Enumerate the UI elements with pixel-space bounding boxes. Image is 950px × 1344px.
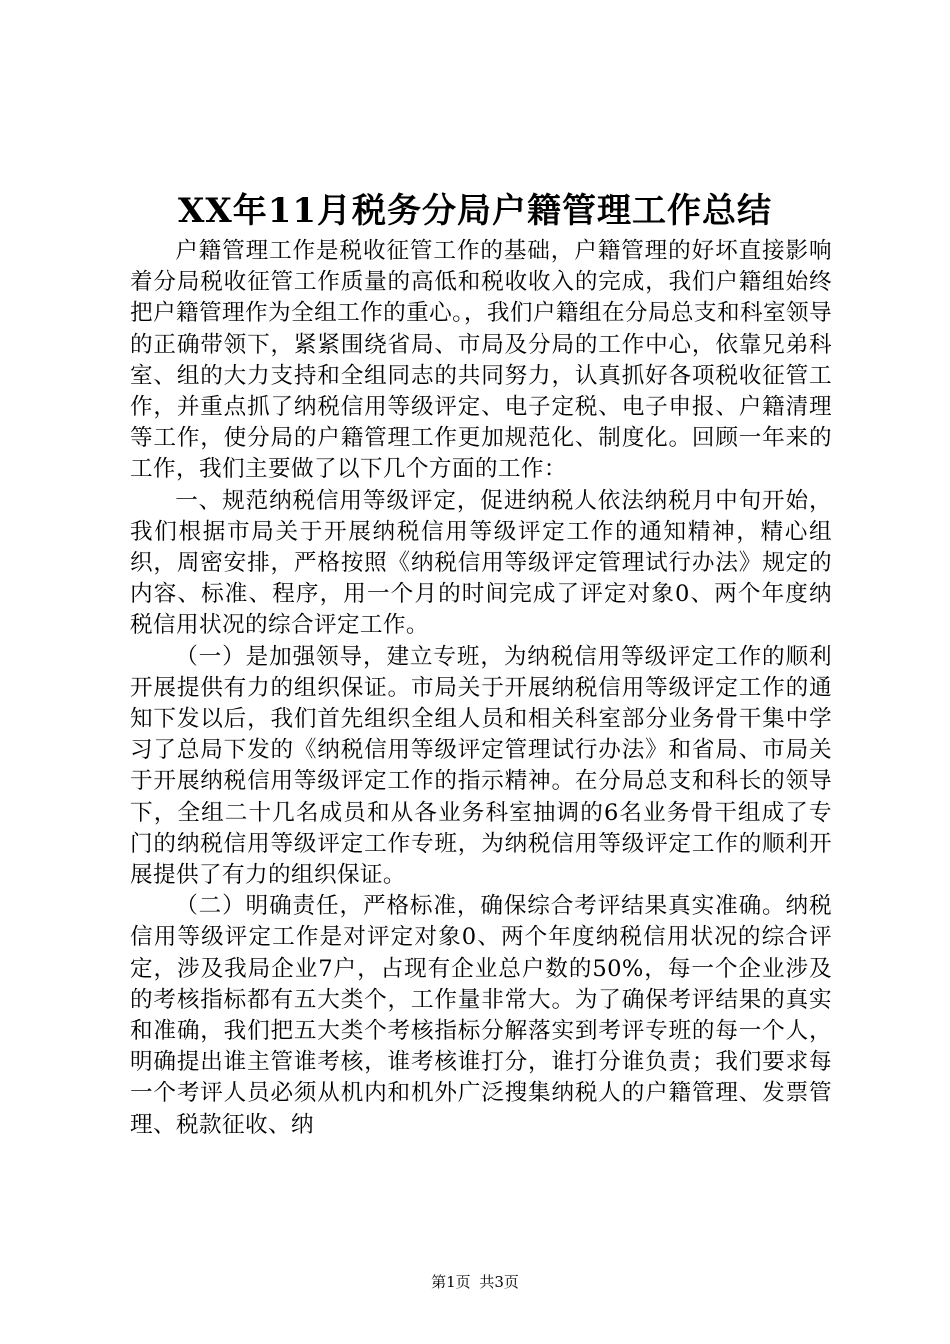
paragraph-section-1: 一、规范纳税信用等级评定，促进纳税人依法纳税月中旬开始，我们根据市局关于开展纳税信用等级评定工作的通知精神，精心组织，周密安排，严格按照《纳税信用等级评定管理试行办法》规定的内容、标准、程序，用一个月的时间完成了评定对象0、两个年度纳税信用状况的综合评定工作。 (130, 487, 832, 639)
page-footer (0, 1272, 950, 1292)
paragraph-subsection-1: （一）是加强领导，建立专班，为纳税信用等级评定工作的顺利开展提供有力的组织保证。市局关于开展纳税信用等级评定工作的通知下发以后，我们首先组织全组人员和相关科室部分业务骨干集中学习了总局下发的《纳税信用等级评定管理试行办法》和省局、市局关于开展纳税信用等级评定工作的指示精神。在分局总支和科长的领导下，全组二十几名成员和从各业务科室抽调的6名业务骨干组成了专门的纳税信用等级评定工作专班，为纳税信用等级评定工作的顺利开展提供了有力的组织保证。 (130, 643, 832, 889)
page-total: 共3页 (479, 1273, 519, 1291)
paragraph-subsection-2: （二）明确责任，严格标准，确保综合考评结果真实准确。纳税信用等级评定工作是对评定对象0、两个年度纳税信用状况的综合评定，涉及我局企业7户，占现有企业总户数的50%，每一个企业涉及的考核指标都有五大类个，工作量非常大。为了确保考评结果的真实和准确，我们把五大类个考核指标分解落实到考评专班的每一个人，明确提出谁主管谁考核，谁考核谁打分，谁打分谁负责；我们要求每一个考评人员必须从机内和机外广泛搜集纳税人的户籍管理、发票管理、税款征收、纳 (130, 893, 832, 1138)
page-number: 第1页 (431, 1273, 471, 1291)
document-title: XX年11月税务分局户籍管理工作总结 (177, 191, 773, 231)
paragraph-intro: 户籍管理工作是税收征管工作的基础，户籍管理的好坏直接影响着分局税收征管工作质量的高低和税收收入的完成，我们户籍组始终把户籍管理作为全组工作的重心。，我们户籍组在分局总支和科室领导的正确带领下，紧紧围绕省局、市局及分局的工作中心，依靠兄弟科室、组的大力支持和全组同志的共同努力，认真抓好各项税收征管工作，并重点抓了纳税信用等级评定、电子定税、电子申报、户籍清理等工作，使分局的户籍管理工作更加规范化、制度化。回顾一年来的工作，我们主要做了以下几个方面的工作： (130, 238, 832, 483)
document-body (130, 236, 832, 1141)
